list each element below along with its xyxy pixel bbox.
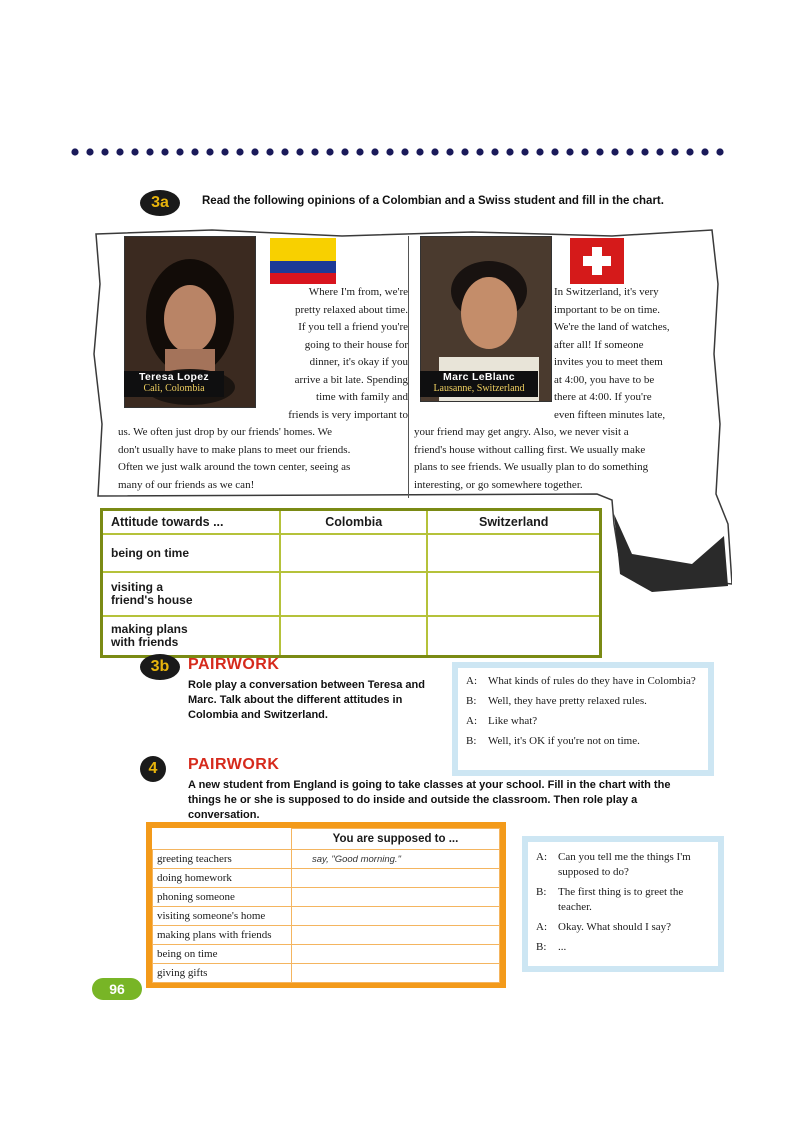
reading-divider [408,236,409,498]
table-row [153,926,500,945]
exercise-3a-instruction: Read the following opinions of a Colombian and a Swiss student and fill in the chart. [202,195,664,207]
dot [431,148,438,155]
text-line: even fifteen minutes late, [554,408,666,421]
dialog-text: What kinds of rules do they have in Colombia? [488,675,696,687]
switzerland-flag [570,238,624,284]
table-row [153,888,500,907]
dialog-speaker: A: [536,851,547,863]
dot [416,148,423,155]
dot [251,148,258,155]
dialog-line [536,885,712,915]
text-line: going to their house for [304,338,408,351]
cell-colombia-visiting[interactable] [280,572,427,616]
dot [71,148,78,155]
dot [581,148,588,155]
dot [296,148,303,155]
marc-name-tag [420,371,538,397]
dialog-speaker: B: [466,735,477,747]
activity-label: phoning someone [153,888,292,907]
dot [371,148,378,155]
chart-header-switzerland: Switzerland [427,510,600,535]
dot [476,148,483,155]
dot [356,148,363,155]
dotted-divider [70,144,730,160]
text-line: there at 4:00. If you're [554,391,652,403]
dot [611,148,618,155]
chart-header-colombia: Colombia [280,510,427,535]
dot [716,148,723,155]
dot [176,148,183,155]
exercise-3a-number: 3a [140,190,180,216]
dot [401,148,408,155]
dialog-line [466,674,702,689]
dot [686,148,693,155]
activity-label: giving gifts [153,964,292,983]
table-row [153,945,500,964]
supposed-answer-cell[interactable] [292,907,500,926]
dot [116,148,123,155]
supposed-to-chart [152,828,500,983]
text-line: your friend may get angry. Also, we never visit a [414,426,629,438]
text-line: friend's house without calling first. We usually make [414,443,646,456]
supposed-answer-cell[interactable] [292,869,500,888]
marc-place: Lausanne, Switzerland [433,383,525,394]
page-number: 96 [92,978,142,1000]
row-label-being-on-time: being on time [102,534,281,572]
text-line: We're the land of watches, [554,321,670,333]
teresa-text-wide [118,424,408,494]
text-line: friends is very important to [288,408,408,421]
dot [386,148,393,155]
teresa-name: Teresa Lopez [139,371,209,383]
activity-label: visiting someone's home [153,907,292,926]
dialog-line [536,850,712,880]
text-line: plans to see friends. We usually plan to do something [414,461,649,473]
teresa-text-narrow [258,284,408,424]
text-line: Where I'm from, we're [308,286,408,298]
dot [596,148,603,155]
text-line: important to be on time. [554,303,661,316]
dot [641,148,648,155]
dot [281,148,288,155]
dot [551,148,558,155]
dialog-text: ... [558,941,567,953]
dot [266,148,273,155]
cell-switzerland-making-plans[interactable] [427,616,600,656]
dialog-text: Well, it's OK if you're not on time. [488,735,640,747]
dialog-text: Well, they have pretty relaxed rules. [488,695,647,707]
supposed-answer-cell[interactable] [292,888,500,907]
cell-colombia-being-on-time[interactable] [280,534,427,572]
dialog-speaker: B: [536,941,547,953]
dot [461,148,468,155]
table-row [153,850,500,869]
attitude-chart [100,508,602,658]
dot [236,148,243,155]
dot [326,148,333,155]
dialog-line [466,734,702,749]
dialog-line [466,694,702,709]
table-row [153,964,500,983]
dialog-text: Okay. What should I say? [558,921,672,933]
table-row [153,907,500,926]
cell-switzerland-visiting[interactable] [427,572,600,616]
activity-label: making plans with friends [153,926,292,945]
dialog-text: The first thing is to greet the teacher. [558,886,684,913]
text-line: If you tell a friend you're [298,321,408,333]
supposed-header: You are supposed to ... [292,829,500,850]
marc-name: Marc LeBlanc [443,371,515,383]
dot [86,148,93,155]
exercise-4-title: PAIRWORK [188,756,280,773]
cell-colombia-making-plans[interactable] [280,616,427,656]
row-label-visiting-friends-house: visiting a friend's house [102,572,281,616]
dot [101,148,108,155]
dot [221,148,228,155]
table-row [153,869,500,888]
teresa-place: Cali, Colombia [143,383,205,394]
dot [566,148,573,155]
dot [146,148,153,155]
dialog-speaker: A: [466,675,477,687]
dialog-text: Can you tell me the things I'm supposed to do? [558,851,691,878]
cell-switzerland-being-on-time[interactable] [427,534,600,572]
teresa-name-tag [124,371,224,397]
exercise-3b-instruction: Role play a conversation between Teresa and Marc. Talk about the different attitudes in Colombia and Switzerland. [188,679,425,721]
text-line: many of our friends as we can! [118,478,255,491]
supposed-answer-cell[interactable] [292,926,500,945]
dialog-speaker: A: [536,921,547,933]
dot [656,148,663,155]
dot [521,148,528,155]
dialog-3b [452,662,714,776]
dot [506,148,513,155]
dialog-speaker: B: [466,695,477,707]
supposed-to-chart-frame [146,822,506,988]
dot [206,148,213,155]
text-line: In Switzerland, it's very [554,286,659,298]
supposed-corner [153,829,292,850]
text-line: dinner, it's okay if you [309,356,408,368]
activity-label: doing homework [153,869,292,888]
dot [536,148,543,155]
text-line: Often we just walk around the town center, seeing as [118,461,351,473]
text-line: us. We often just drop by our friends' homes. We [118,426,332,438]
dot [671,148,678,155]
dot [311,148,318,155]
text-line: interesting, or go somewhere together. [414,478,583,491]
dialog-speaker: A: [466,715,477,727]
dialog-text: Like what? [488,715,538,727]
text-line: pretty relaxed about time. [294,303,408,316]
example-answer[interactable]: say, "Good morning." [292,850,500,869]
text-line: invites you to meet them [554,356,663,368]
dot [131,148,138,155]
text-line: after all! If someone [554,338,644,351]
dot [161,148,168,155]
dialog-line [536,940,712,955]
dot [701,148,708,155]
text-line: at 4:00, you have to be [554,373,655,386]
dialog-speaker: B: [536,886,547,898]
dot [626,148,633,155]
marc-text-wide [414,424,714,494]
dot [191,148,198,155]
dot [491,148,498,155]
dot [446,148,453,155]
chart-header-attitude: Attitude towards ... [102,510,281,535]
exercise-4-instruction: A new student from England is going to take classes at your school. Fill in the chart with the things he or she is supposed to do inside and outside the classroom. Then role play a conversation. [188,779,671,821]
dialog-line [536,920,712,935]
marc-text-narrow [554,284,704,424]
row-label-making-plans: making plans with friends [102,616,281,656]
text-line: arrive a bit late. Spending [294,373,408,386]
text-line: time with family and [316,391,408,403]
exercise-3b-title: PAIRWORK [188,656,280,673]
supposed-answer-cell[interactable] [292,964,500,983]
dialog-line [466,714,702,729]
activity-label: greeting teachers [153,850,292,869]
exercise-4-number: 4 [140,756,166,782]
colombia-flag [270,238,336,284]
dot [341,148,348,155]
exercise-3b-number: 3b [140,654,180,680]
activity-label: being on time [153,945,292,964]
supposed-answer-cell[interactable] [292,945,500,964]
text-line: don't usually have to make plans to meet our friends. [118,443,351,456]
dialog-4 [522,836,724,972]
